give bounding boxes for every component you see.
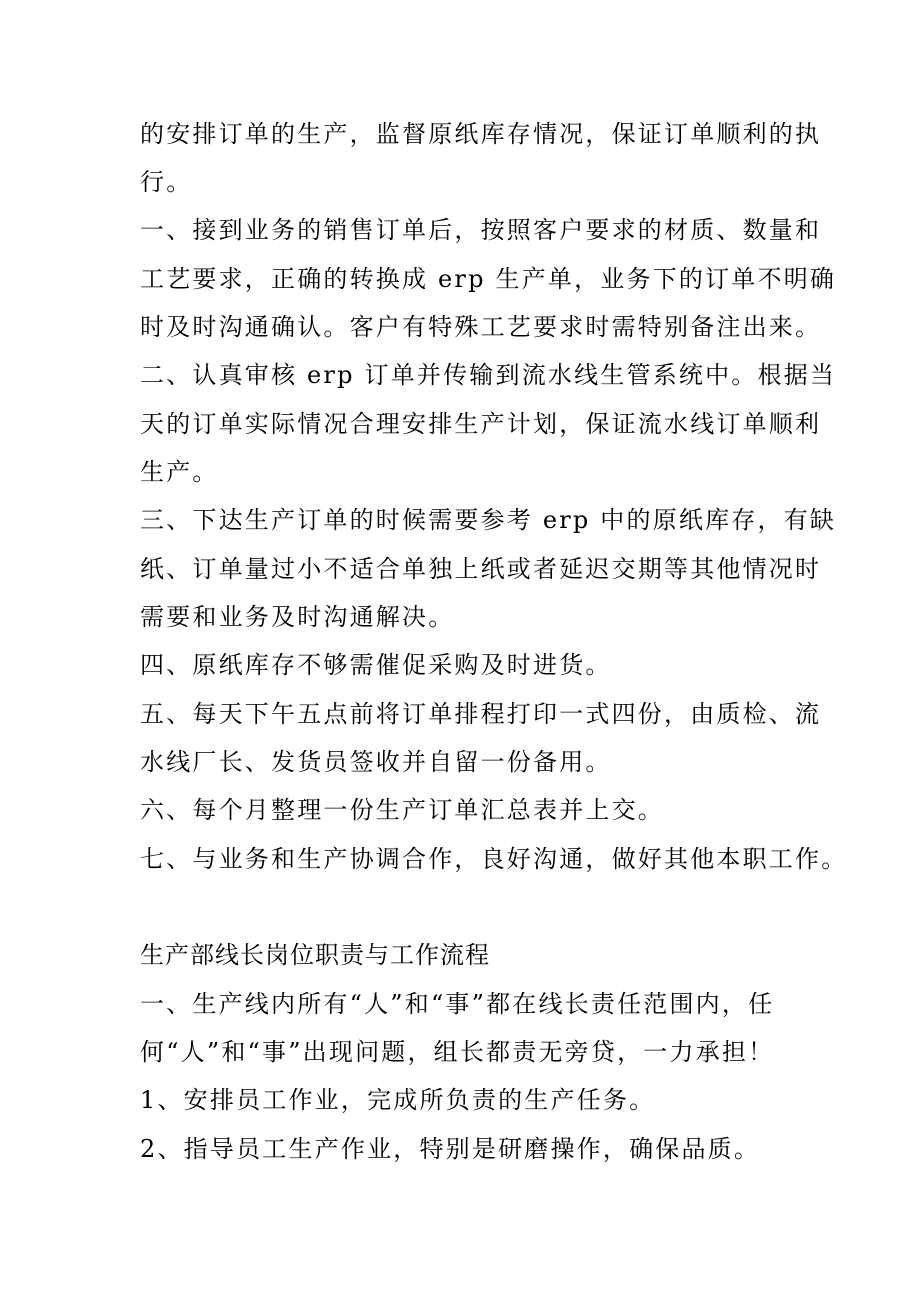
paragraph-line: 纸、订单量过小不适合单独上纸或者延迟交期等其他情况时 [140,555,822,583]
paragraph-line: 七、与业务和生产协调合作，良好沟通，做好其他本职工作。 [140,845,848,873]
paragraph-line: 一、生产线内所有“人”和“事”都在线长责任范围内，任 [140,990,775,1018]
paragraph-line: 五、每天下午五点前将订单排程打印一式四份，由质检、流 [140,700,822,728]
paragraph-line: 行。 [140,168,193,196]
paragraph-line: 六、每个月整理一份生产订单汇总表并上交。 [140,796,664,824]
paragraph-line: 2、指导员工生产作业，特别是研磨操作，确保品质。 [140,1135,761,1163]
paragraph-line: 天的订单实际情况合理安排生产计划，保证流水线订单顺利 [140,410,822,438]
paragraph-line: 需要和业务及时沟通解决。 [140,603,455,631]
paragraph-line: 何“人”和“事”出现问题，组长都责无旁贷，一力承担！ [140,1038,775,1066]
paragraph-line: 的安排订单的生产，监督原纸库存情况，保证订单顺利的执 [140,120,822,148]
paragraph-line: 1、安排员工作业，完成所负责的生产任务。 [140,1086,656,1114]
paragraph-line: 四、原纸库存不够需催促采购及时进货。 [140,651,612,679]
paragraph-line: 生产。 [140,458,219,486]
paragraph-line: 水线厂长、发货员签收并自留一份备用。 [140,748,612,776]
section-title: 生产部线长岗位职责与工作流程 [140,941,490,969]
paragraph-line: 三、下达生产订单的时候需要参考 erp 中的原纸库存，有缺 [140,506,837,534]
paragraph-line: 工艺要求，正确的转换成 erp 生产单，业务下的订单不明确 [140,265,837,293]
paragraph-line: 二、认真审核 erp 订单并传输到流水线生管系统中。根据当 [140,361,837,389]
paragraph-line: 时及时沟通确认。客户有特殊工艺要求时需特别备注出来。 [140,313,822,341]
paragraph-line: 一、接到业务的销售订单后，按照客户要求的材质、数量和 [140,216,822,244]
